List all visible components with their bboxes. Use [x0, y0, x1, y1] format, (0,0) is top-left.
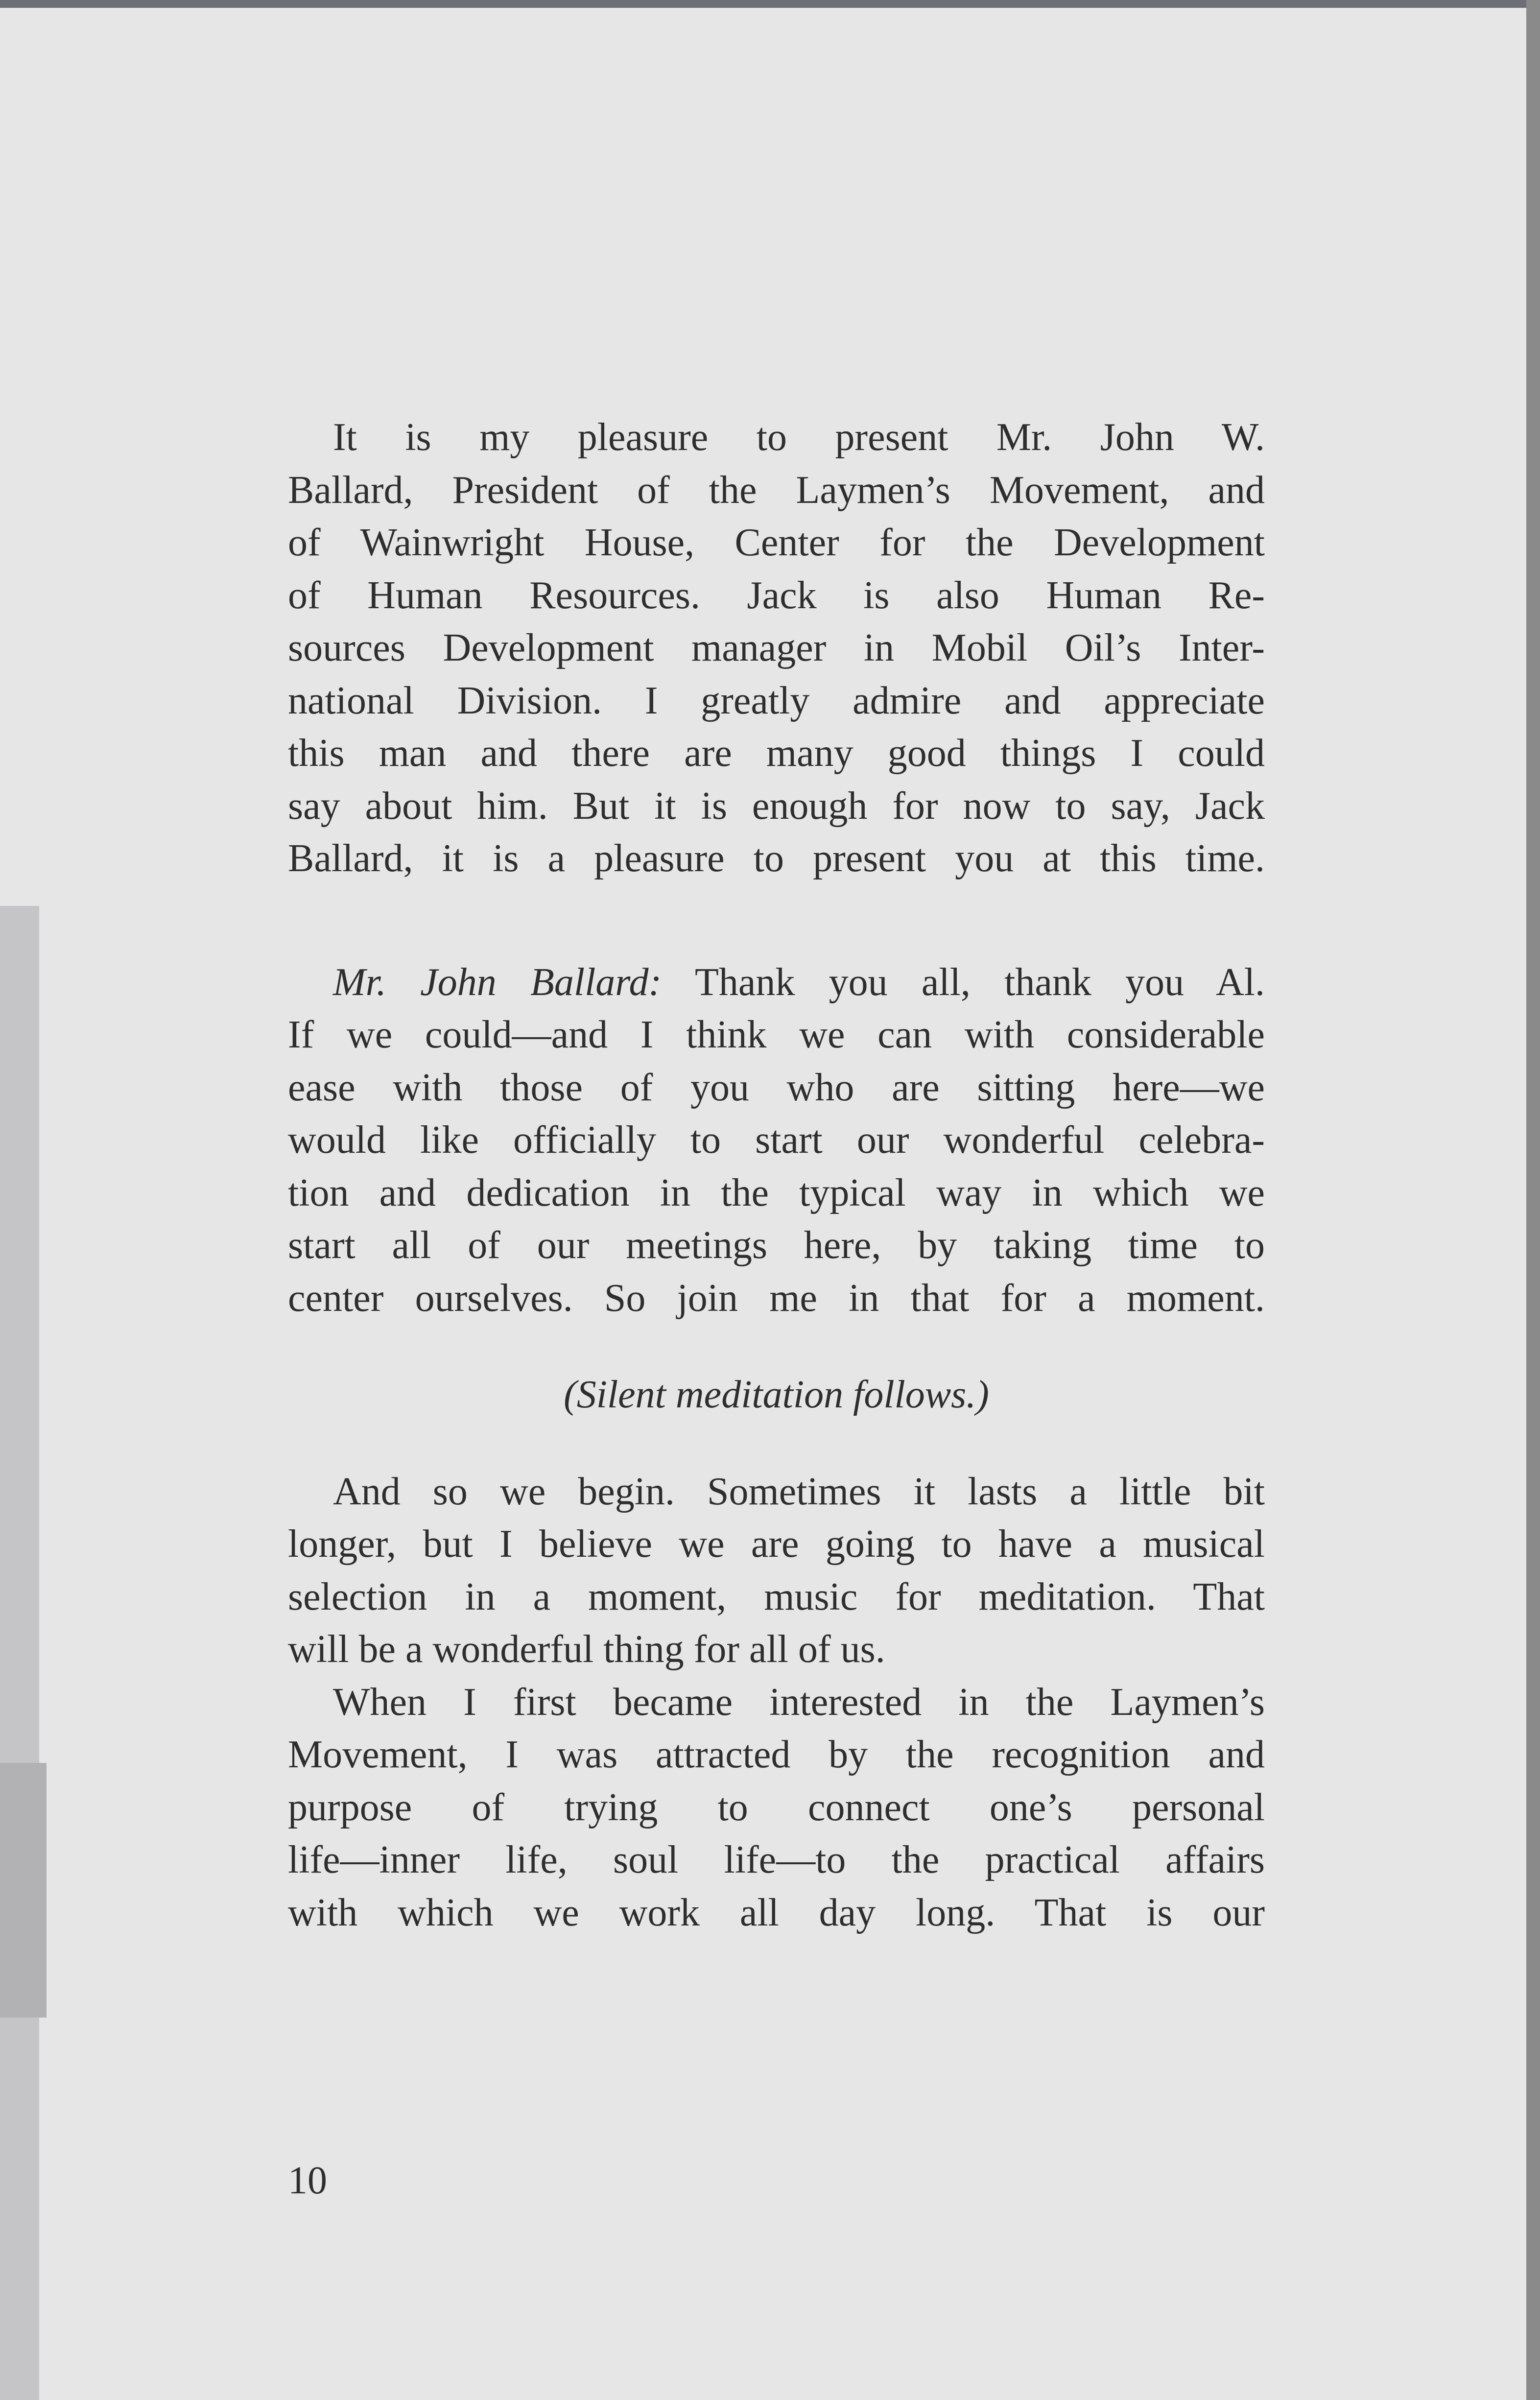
text-line: tion and dedication in the typical way in which we	[288, 1171, 1265, 1214]
text-line: will be a wonderful thing for all of us.	[288, 1628, 885, 1671]
text-line: this man and there are many good things I could	[288, 732, 1265, 775]
scan-left-edge	[0, 906, 39, 2400]
paragraph-laymens-movement	[288, 1676, 1265, 1940]
text-line: start all of our meetings here, by taking time to	[288, 1224, 1265, 1267]
page-number: 10	[288, 2159, 327, 2202]
paragraph-ballard-remarks	[288, 956, 1265, 1325]
text-line: If we could—and I think we can with considerable	[288, 1013, 1265, 1056]
text-line	[288, 956, 1265, 1009]
text-line: national Division. I greatly admire and appreciate	[288, 679, 1265, 722]
text-line: life—inner life, soul life—to the practical affairs	[288, 1838, 1265, 1881]
text-line: And so we begin. Sometimes it lasts a little bit	[333, 1470, 1265, 1513]
text-line: longer, but I believe we are going to have a musical	[288, 1522, 1265, 1566]
text-line: say about him. But it is enough for now to say, Jack	[288, 784, 1265, 828]
text-line: of Wainwright House, Center for the Development	[288, 521, 1265, 564]
text-line: with which we work all day long. That is our	[288, 1891, 1265, 1934]
text-line: purpose of trying to connect one’s personal	[288, 1785, 1265, 1829]
text-line: Ballard, President of the Laymen’s Movement, and	[288, 468, 1265, 512]
text-line: selection in a moment, music for meditation. That	[288, 1575, 1265, 1618]
stage-direction: (Silent meditation follows.)	[564, 1373, 989, 1416]
text-line: Ballard, it is a pleasure to present you at this time.	[288, 837, 1265, 880]
text-line: ease with those of you who are sitting here—we	[288, 1066, 1265, 1109]
text-line: Movement, I was attracted by the recognition and	[288, 1733, 1265, 1776]
text-line: sources Development manager in Mobil Oil’s Inter-	[288, 626, 1265, 669]
text-line: would like officially to start our wonderful celebra-	[288, 1118, 1265, 1162]
body-text	[288, 411, 1265, 1939]
speaker-name: Mr. John Ballard:	[333, 960, 662, 1004]
paragraph-begin	[288, 1466, 1265, 1676]
paragraph-introduction	[288, 411, 1265, 885]
text-line: When I first became interested in the Laymen’s	[333, 1680, 1265, 1724]
text-line: of Human Resources. Jack is also Human Re-	[288, 573, 1265, 617]
text-fragment: Thank you all, thank you Al.	[694, 960, 1265, 1004]
text-line: It is my pleasure to present Mr. John W.	[333, 416, 1265, 459]
scan-right-edge	[1526, 0, 1540, 2400]
scan-left-edge-shadow	[0, 1763, 47, 2018]
text-line: center ourselves. So join me in that for a moment.	[288, 1276, 1265, 1320]
scan-top-edge	[0, 0, 1540, 8]
